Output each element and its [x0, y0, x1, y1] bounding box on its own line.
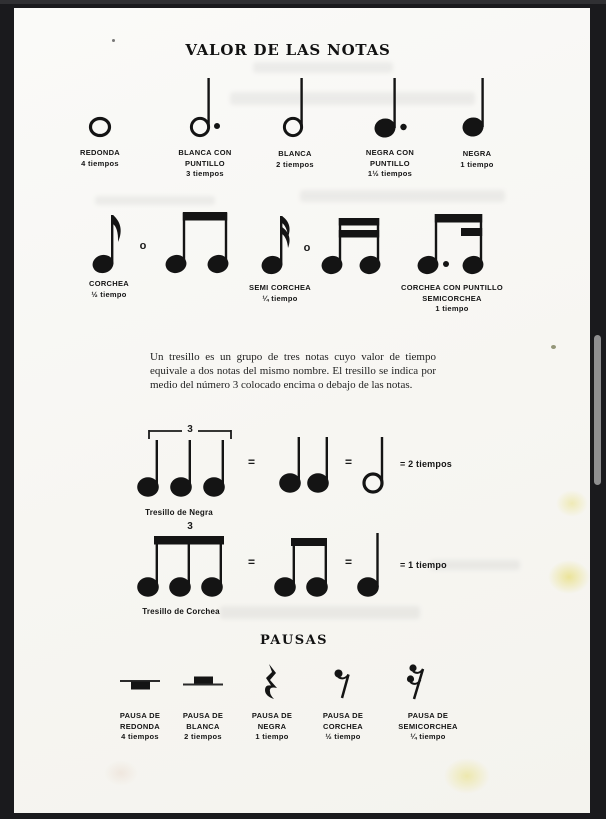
quarter-rest-icon	[263, 664, 281, 702]
label-line: NEGRA	[462, 149, 492, 158]
bleedthrough-smudge	[300, 190, 505, 202]
label-line: SEMICORCHEA	[398, 721, 458, 731]
note-label-semicorchea	[249, 283, 311, 304]
label-line: BLANCA	[278, 149, 312, 158]
rest-label-semicorchea	[398, 711, 458, 743]
eighth-note-triplet-icon	[136, 534, 232, 596]
label-line: PAUSA DE	[251, 711, 293, 720]
bleedthrough-smudge	[253, 62, 393, 73]
sixteenth-rest-icon	[406, 661, 428, 701]
triplet-number: 3	[187, 521, 193, 532]
beamed-eighth-pair-icon	[164, 208, 232, 274]
or-separator: o	[139, 240, 147, 252]
quarter-note-icon	[458, 74, 490, 136]
half-rest-icon	[181, 674, 225, 688]
label-line: PAUSA DE	[182, 711, 224, 720]
label-line: PAUSA DE	[322, 711, 364, 720]
label-line: CORCHEA	[322, 721, 364, 731]
rest-label-blanca	[183, 711, 223, 743]
label-line: BLANCA	[186, 721, 220, 731]
label-line: 1 tiempo	[460, 159, 494, 169]
label-line: NEGRA CON	[365, 148, 415, 157]
equals-sign: =	[345, 455, 353, 469]
triplet-caption-corchea: Tresillo de Corchea	[142, 607, 220, 616]
label-line: REDONDA	[79, 148, 121, 157]
half-note-icon	[279, 74, 307, 134]
triplet-paragraph: Un tresillo es un grupo de tres notas cuyo valor de tiempo equivale a dos notas del mismo nombre. El tresillo se indica por medio del número 3 colocado encima o debajo de las notas.	[150, 351, 436, 391]
label-line: 4 tiempos	[121, 732, 159, 741]
note-label-negra-con-puntillo	[366, 148, 414, 180]
label-line: CORCHEA CON PUNTILLO	[401, 283, 503, 292]
half-note-result-icon	[360, 433, 394, 497]
triplet-number: 3	[187, 424, 193, 435]
label-line: PAUSA DE	[407, 711, 449, 720]
pausas-title: PAUSAS	[259, 633, 329, 648]
label-line: 2 tiempos	[184, 732, 222, 741]
label-line: REDONDA	[119, 721, 161, 731]
triplet-caption-negra: Tresillo de Negra	[145, 508, 213, 517]
bleedthrough-smudge	[220, 606, 420, 619]
label-line: SEMICORCHEA	[422, 293, 482, 303]
rest-label-negra	[252, 711, 292, 743]
bleedthrough-smudge	[230, 92, 475, 105]
label-line: ¼ tiempo	[262, 293, 298, 303]
label-line: PAUSA DE	[119, 711, 161, 720]
note-label-corchea	[89, 279, 129, 300]
label-line: SEMI CORCHEA	[249, 283, 311, 292]
label-line: NEGRA	[257, 721, 287, 731]
note-label-blanca-con-puntillo	[178, 148, 231, 180]
triplet-result: = 1 tiempo	[400, 560, 447, 570]
label-line: 1 tiempo	[435, 304, 469, 313]
label-line: PUNTILLO	[370, 158, 410, 168]
label-line: 2 tiempos	[276, 159, 314, 169]
label-line: 3 tiempos	[186, 169, 224, 178]
equals-sign: =	[345, 555, 353, 569]
or-separator: o	[303, 242, 311, 254]
beamed-eighth-pair-result-icon	[273, 534, 333, 596]
dotted-eighth-sixteenth-icon	[415, 206, 489, 276]
note-label-negra	[460, 149, 493, 170]
sixteenth-note-icon	[259, 208, 301, 276]
label-line: ½ tiempo	[325, 732, 361, 741]
label-line: 1 tiempo	[255, 732, 289, 741]
paper-speck	[112, 39, 115, 42]
window-top-edge	[0, 0, 606, 4]
note-label-blanca	[276, 149, 314, 170]
quarter-note-result-icon	[355, 529, 387, 595]
bleedthrough-smudge	[95, 196, 215, 205]
paper-speck	[551, 345, 556, 349]
rest-label-redonda	[120, 711, 160, 743]
triplet-result: = 2 tiempos	[400, 459, 452, 469]
rest-label-corchea	[323, 711, 363, 743]
equals-sign: =	[248, 555, 256, 569]
label-line: ½ tiempo	[91, 289, 127, 299]
note-label-corchea-con-puntillo	[401, 283, 503, 315]
label-line: ¼ tiempo	[410, 732, 446, 741]
label-line: BLANCA CON	[178, 148, 232, 157]
dotted-half-note-icon	[186, 74, 224, 134]
label-line: 4 tiempos	[81, 158, 119, 168]
whole-rest-icon	[118, 678, 162, 692]
quarter-note-triplet-icon	[136, 436, 232, 500]
beamed-sixteenth-pair-icon	[319, 211, 385, 273]
page-title: VALOR DE LAS NOTAS	[185, 41, 391, 59]
scrollbar-thumb[interactable]	[594, 335, 601, 485]
equals-sign: =	[248, 455, 256, 469]
eighth-rest-icon	[333, 666, 353, 700]
quarter-note-pair-icon	[278, 433, 338, 497]
dotted-quarter-note-icon	[370, 74, 410, 136]
whole-note-icon	[88, 116, 112, 138]
note-label-redonda	[80, 148, 120, 169]
eighth-note-icon	[90, 207, 132, 275]
label-line: 1½ tiempos	[367, 169, 413, 178]
label-line: CORCHEA	[88, 279, 130, 288]
label-line: PUNTILLO	[185, 158, 225, 168]
